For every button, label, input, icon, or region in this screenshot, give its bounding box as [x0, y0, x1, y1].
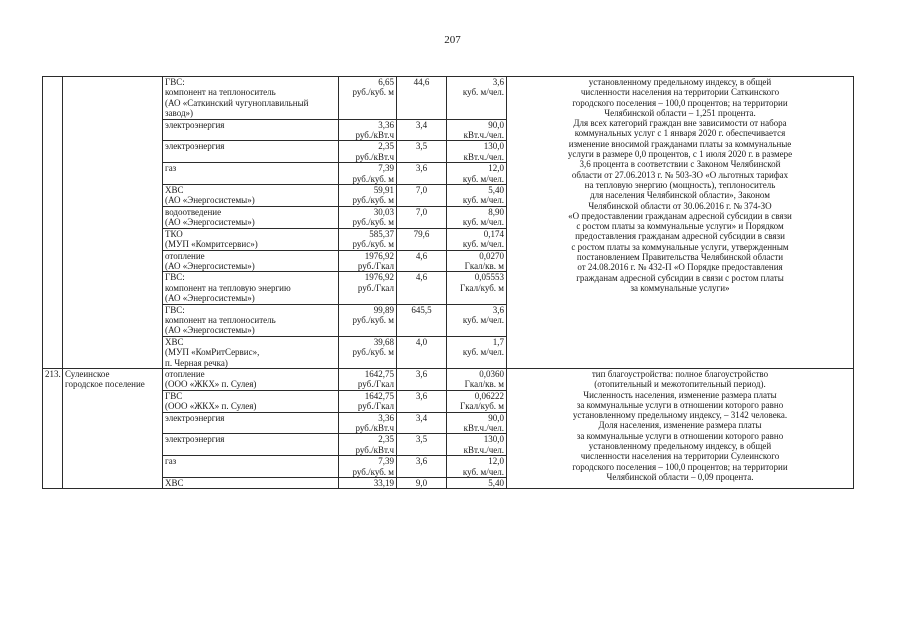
- text-line: «О предоставлении гражданам адресной субсидии в связи: [568, 210, 792, 221]
- text-line: куб. м/чел.: [462, 173, 504, 184]
- text-line: коммунальных услуг с 1 января 2020 г. обеспечивается: [574, 128, 786, 139]
- text-line: 5,40: [488, 185, 504, 196]
- text-line: от 24.08.2016 г. № 432-П «О Порядке предоставления: [577, 262, 783, 273]
- tariff-cell: [339, 185, 397, 207]
- norm-cell: [447, 390, 507, 412]
- text-line: отопление: [165, 368, 205, 379]
- text-line: (АО «Энергосистемы»): [165, 293, 255, 304]
- text-line: ХВС: [165, 185, 184, 196]
- share-cell: 79,6: [397, 228, 447, 250]
- text-line: 3,6 процента в соответствии с Законом Челябинской: [579, 159, 781, 170]
- text-line: руб./кВт.ч: [355, 444, 394, 455]
- text-line: постановлением Правительства Челябинской области: [576, 252, 784, 263]
- text-line: за коммунальные услуги в отношении которого равно: [576, 399, 784, 410]
- tariff-cell: [339, 412, 397, 434]
- service-cell: [163, 250, 339, 272]
- text-line: (АО «Энергосистемы»): [165, 195, 255, 206]
- norm-cell: [447, 250, 507, 272]
- text-line: руб./куб. м: [352, 87, 394, 98]
- row-number-cell: 213.: [43, 368, 63, 488]
- text-line: завод»): [165, 108, 194, 119]
- text-line: компонент на теплоноситель: [165, 314, 276, 325]
- table-row: [43, 368, 854, 390]
- share-cell: 44,6: [397, 77, 447, 120]
- service-cell: [163, 336, 339, 368]
- text-line: Для всех категорий граждан вне зависимости от набора: [573, 118, 787, 129]
- text-line: Сулеинское: [65, 368, 110, 379]
- text-line: Гкал/куб. м: [460, 282, 504, 293]
- text-line: куб. м/чел.: [462, 239, 504, 250]
- text-line: (МУП «Комритсервис»): [165, 239, 258, 250]
- text-line: с ростом платы за коммунальные услуги» и Порядком: [576, 221, 784, 232]
- text-line: (отопительный и межотопительный период).: [594, 379, 766, 390]
- text-line: 3,6: [492, 77, 504, 87]
- tariff-cell: [339, 304, 397, 336]
- share-cell: 3,4: [397, 119, 447, 141]
- tariff-cell: [339, 119, 397, 141]
- share-cell: 3,5: [397, 141, 447, 163]
- text-line: руб./кВт.ч: [355, 151, 394, 162]
- text-line: водоотведение: [165, 206, 222, 217]
- tariff-cell: [339, 336, 397, 368]
- text-line: 1642,75: [364, 390, 394, 401]
- text-line: 0,06222: [474, 390, 504, 401]
- text-line: 1,7: [492, 336, 504, 347]
- share-cell: 3,5: [397, 434, 447, 456]
- settlement-name-cell: [63, 368, 163, 488]
- text-line: руб./Гкал: [357, 260, 394, 271]
- text-line: куб. м/чел.: [462, 195, 504, 206]
- norm-cell: [447, 141, 507, 163]
- text-line: (ООО «ЖКХ» п. Сулея): [165, 401, 257, 412]
- text-line: ТКО: [165, 228, 183, 239]
- text-line: руб./куб. м: [352, 347, 394, 358]
- text-line: руб./куб. м: [352, 217, 394, 228]
- text-line: куб. м/чел.: [462, 466, 504, 477]
- norm-cell: [447, 163, 507, 185]
- tariff-table: [42, 76, 854, 489]
- text-line: 1642,75: [364, 368, 394, 379]
- text-line: тип благоустройства: полное благоустройство: [591, 368, 769, 379]
- text-line: 5,40: [488, 478, 504, 489]
- text-line: (МУП «КомРитСервис»,: [165, 347, 260, 358]
- text-line: 1976,92: [364, 272, 394, 283]
- share-cell: 3,6: [397, 368, 447, 390]
- service-cell: [163, 119, 339, 141]
- tariff-cell: [339, 228, 397, 250]
- text-line: Доля населения, изменение размера платы: [598, 420, 762, 431]
- text-line: 130,0: [483, 434, 504, 445]
- text-line: 2,35: [378, 434, 394, 445]
- norm-cell: [447, 272, 507, 304]
- share-cell: 4,0: [397, 336, 447, 368]
- text-line: Гкал/куб. м: [460, 401, 504, 412]
- service-cell: [163, 456, 339, 478]
- service-cell: [163, 304, 339, 336]
- tariff-cell: [339, 206, 397, 228]
- share-cell: 645,5: [397, 304, 447, 336]
- tariff-cell: [339, 456, 397, 478]
- share-cell: 3,6: [397, 456, 447, 478]
- text-line: руб./куб. м: [352, 195, 394, 206]
- text-line: 585,37: [369, 228, 394, 239]
- text-line: ХВС: [165, 478, 184, 489]
- text-line: 59,91: [373, 185, 394, 196]
- text-line: руб./Гкал: [357, 401, 394, 412]
- text-line: за коммунальные услуги»: [630, 282, 730, 293]
- text-line: 3,6: [492, 304, 504, 315]
- text-line: городского поселения – 100,0 процентов; на территории: [572, 97, 788, 108]
- text-line: руб./куб. м: [352, 239, 394, 250]
- text-line: предоставления гражданам адресной субсидии в связи: [575, 231, 785, 242]
- text-line: компонент на тепловую энергию: [165, 282, 291, 293]
- tariff-cell: [339, 250, 397, 272]
- text-line: куб. м/чел.: [462, 87, 504, 98]
- norm-cell: [447, 456, 507, 478]
- service-cell: [163, 478, 339, 489]
- text-line: 1976,92: [364, 250, 394, 261]
- row-number-cell: [43, 77, 63, 369]
- norm-cell: [447, 336, 507, 368]
- text-line: руб./кВт.ч: [355, 130, 394, 141]
- text-line: области от 27.06.2013 г. № 503-ЗО «О льготных тарифах: [571, 169, 789, 180]
- text-line: (АО «Энергосистемы»): [165, 217, 255, 228]
- text-line: отопление: [165, 250, 205, 261]
- text-line: 30,03: [373, 206, 394, 217]
- norm-cell: [447, 434, 507, 456]
- text-line: кВт.ч./чел.: [463, 130, 504, 141]
- text-line: Челябинской области – 1,251 процента.: [604, 107, 756, 118]
- text-line: ГВС:: [165, 77, 185, 87]
- text-line: 0,05553: [474, 272, 504, 283]
- text-line: 130,0: [483, 141, 504, 152]
- norm-cell: [447, 478, 507, 489]
- tariff-cell: [339, 434, 397, 456]
- service-cell: [163, 390, 339, 412]
- service-cell: [163, 163, 339, 185]
- text-line: с ростом платы за коммунальные услуги, утвержденным: [571, 241, 789, 252]
- text-line: куб. м/чел.: [462, 314, 504, 325]
- share-cell: 3,6: [397, 163, 447, 185]
- norm-cell: [447, 228, 507, 250]
- page-number: 207: [444, 34, 461, 46]
- text-line: 7,39: [378, 456, 394, 467]
- text-line: 90,0: [488, 412, 504, 423]
- text-line: руб./куб. м: [352, 173, 394, 184]
- text-line: Челябинской области от 30.06.2016 г. № 374-ЗО: [588, 200, 772, 211]
- text-line: 33,19: [373, 478, 394, 489]
- text-line: газ: [165, 163, 177, 174]
- text-line: п. Черная речка): [165, 357, 228, 368]
- text-line: 3,36: [378, 412, 394, 423]
- text-line: 8,90: [488, 206, 504, 217]
- share-cell: 4,6: [397, 272, 447, 304]
- service-cell: [163, 185, 339, 207]
- text-line: 0,0270: [479, 250, 504, 261]
- text-line: кВт.ч./чел.: [463, 444, 504, 455]
- text-line: установленному предельному индексу, в общей: [588, 441, 772, 452]
- table-row: [43, 77, 854, 120]
- norm-cell: [447, 368, 507, 390]
- text-line: 0,0360: [479, 368, 504, 379]
- text-line: Численность населения, изменение размера платы: [583, 389, 777, 400]
- text-line: газ: [165, 456, 177, 467]
- text-line: кВт.ч./чел.: [463, 423, 504, 433]
- share-cell: 9,0: [397, 478, 447, 489]
- service-cell: [163, 368, 339, 390]
- share-cell: 7,0: [397, 185, 447, 207]
- text-line: Челябинской области – 0,09 процента.: [606, 471, 754, 482]
- text-line: городского поселения – 100,0 процентов; на территории: [572, 461, 788, 472]
- text-line: для населения Челябинской области», Законом: [590, 190, 770, 201]
- text-line: 3,36: [378, 119, 394, 130]
- service-cell: [163, 228, 339, 250]
- tariff-cell: [339, 77, 397, 120]
- service-cell: [163, 77, 339, 120]
- norm-cell: [447, 304, 507, 336]
- text-line: (АО «Энергосистемы»): [165, 325, 255, 336]
- text-line: 99,89: [373, 304, 394, 315]
- text-line: (АО «Энергосистемы»): [165, 260, 255, 271]
- norm-cell: [447, 412, 507, 434]
- tariff-cell: [339, 368, 397, 390]
- text-line: городское поселение: [65, 379, 145, 390]
- text-line: электроэнергия: [165, 119, 225, 130]
- text-line: 12,0: [488, 456, 504, 467]
- text-line: 2,35: [378, 141, 394, 152]
- text-line: изменение вносимой гражданами платы за коммунальные: [568, 138, 792, 149]
- norm-cell: [447, 206, 507, 228]
- text-line: 12,0: [488, 163, 504, 174]
- text-line: куб. м/чел.: [462, 217, 504, 228]
- text-line: руб./Гкал: [357, 282, 394, 293]
- share-cell: 3,4: [397, 412, 447, 434]
- text-line: гражданам адресной субсидии в связи с ростом платы: [576, 272, 784, 283]
- text-line: 6,65: [378, 77, 394, 87]
- service-cell: [163, 206, 339, 228]
- service-cell: [163, 141, 339, 163]
- note-cell: [507, 368, 854, 488]
- text-line: 39,68: [373, 336, 394, 347]
- share-cell: 7,0: [397, 206, 447, 228]
- text-line: куб. м/чел.: [462, 347, 504, 358]
- text-line: численности населения на территории Саткинского: [580, 87, 780, 98]
- share-cell: 4,6: [397, 250, 447, 272]
- text-line: ГВС: [165, 390, 183, 401]
- norm-cell: [447, 77, 507, 120]
- text-line: руб./Гкал: [357, 379, 394, 390]
- text-line: установленному предельному индексу, – 3142 человека.: [572, 410, 788, 421]
- text-line: (ООО «ЖКХ» п. Сулея): [165, 379, 257, 390]
- text-line: услуги в размере 0,0 процентов, с 1 июля 2020 г. в размере: [567, 149, 793, 160]
- text-line: руб./куб. м: [352, 466, 394, 477]
- text-line: за коммунальные услуги в отношении которого равно: [576, 430, 784, 441]
- text-line: (АО «Саткинский чугуноплавильный: [165, 97, 309, 108]
- tariff-cell: [339, 163, 397, 185]
- text-line: Гкал/кв. м: [464, 260, 504, 271]
- tariff-cell: [339, 390, 397, 412]
- text-line: компонент на теплоноситель: [165, 87, 276, 98]
- text-line: руб./куб. м: [352, 314, 394, 325]
- text-line: ХВС: [165, 336, 184, 347]
- text-line: кВт.ч./чел.: [463, 151, 504, 162]
- tariff-cell: [339, 478, 397, 489]
- text-line: ГВС:: [165, 272, 185, 283]
- service-cell: [163, 272, 339, 304]
- text-line: электроэнергия: [165, 434, 225, 445]
- service-cell: [163, 412, 339, 434]
- text-line: на тепловую энергию (мощность), теплоноситель: [584, 179, 776, 190]
- text-line: руб./кВт.ч: [355, 423, 394, 433]
- service-cell: [163, 434, 339, 456]
- norm-cell: [447, 185, 507, 207]
- text-line: 0,174: [483, 228, 504, 239]
- text-line: ГВС:: [165, 304, 185, 315]
- text-line: 90,0: [488, 119, 504, 130]
- text-line: 7,39: [378, 163, 394, 174]
- tariff-cell: [339, 141, 397, 163]
- text-line: численности населения на территории Сулеинского: [580, 451, 780, 462]
- text-line: Гкал/кв. м: [464, 379, 504, 390]
- norm-cell: [447, 119, 507, 141]
- settlement-name-cell: [63, 77, 163, 369]
- note-cell: [507, 77, 854, 369]
- share-cell: 3,6: [397, 390, 447, 412]
- text-line: установленному предельному индексу, в общей: [588, 77, 772, 87]
- text-line: электроэнергия: [165, 412, 225, 423]
- text-line: электроэнергия: [165, 141, 225, 152]
- tariff-cell: [339, 272, 397, 304]
